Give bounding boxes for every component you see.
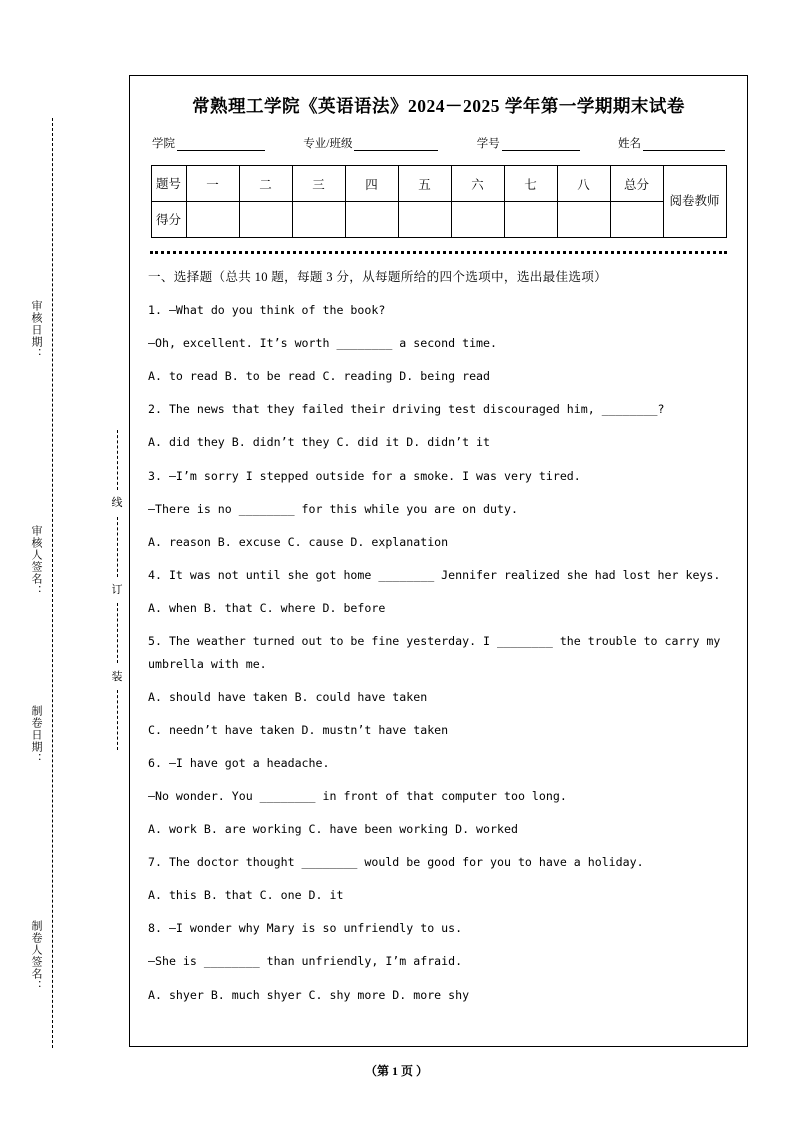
question-2-options: A. did they B. didn’t they C. did it D. didn’t it xyxy=(148,435,491,450)
question-8-options: A. shyer B. much shyer C. shy more D. more shy xyxy=(148,987,470,1002)
question-1-options: A. to read B. to be read C. reading D. being read xyxy=(148,369,491,384)
question-3-options: A. reason B. excuse C. cause D. explanation xyxy=(148,534,449,549)
side-label-review-date-text: 审核日期： xyxy=(30,300,42,360)
exam-paper-body xyxy=(129,75,748,1047)
score-cell-total[interactable] xyxy=(610,202,663,238)
row-header-question-number xyxy=(151,166,186,202)
table-row-scores xyxy=(151,202,726,238)
score-cell-5[interactable] xyxy=(398,202,451,238)
question-8-line-2: —She is ________ than unfriendly, I’m afraid. xyxy=(148,954,463,969)
score-cell-2[interactable] xyxy=(239,202,292,238)
section-heading: 一、选择题（总共 10 题，每题 3 分，从每题所给的四个选项中，选出最佳选项） xyxy=(148,270,608,284)
binding-dash-segment xyxy=(117,690,118,750)
binding-dash-segment xyxy=(117,603,118,663)
side-label-producer-signature xyxy=(28,920,44,992)
score-cell-6[interactable] xyxy=(451,202,504,238)
binding-dash-segment xyxy=(117,430,118,490)
side-label-produce-date xyxy=(28,705,44,765)
field-major-class-label: 专业/班级 xyxy=(303,138,353,150)
score-cell-7[interactable] xyxy=(504,202,557,238)
side-label-producer-signature-text: 制卷人签名： xyxy=(30,920,42,992)
binding-mark-ding: 订 xyxy=(111,583,123,596)
score-table xyxy=(151,165,727,238)
field-student-id-label: 学号 xyxy=(476,138,500,150)
margin-dashed-line xyxy=(52,118,53,1048)
page-footer: （第 1 页 ） xyxy=(364,1064,428,1078)
student-identity-row xyxy=(152,135,725,151)
column-header-2: 二 xyxy=(239,166,292,202)
field-major-class-blank[interactable] xyxy=(354,139,438,151)
column-header-7: 七 xyxy=(504,166,557,202)
side-label-produce-date-text: 制卷日期： xyxy=(30,705,42,765)
left-margin-strip xyxy=(0,0,128,1122)
field-student-id-blank[interactable] xyxy=(502,139,580,151)
page-title: 常熟理工学院《英语语法》2024－2025 学年第一学期期末试卷 xyxy=(192,96,685,116)
question-2-line-1: 2. The news that they failed their driving test discouraged him, ________? xyxy=(148,402,665,417)
column-header-5: 五 xyxy=(398,166,451,202)
question-5-line-1: 5. The weather turned out to be fine yesterday. I ________ the trouble to carry my umbrella with me. xyxy=(148,634,721,671)
binding-mark-line: 线 xyxy=(111,497,123,510)
binding-mark-zhuang: 装 xyxy=(111,670,123,683)
question-1-line-2: —Oh, excellent. It’s worth ________ a second time. xyxy=(148,336,498,351)
question-5-options-2: C. needn’t have taken D. mustn’t have taken xyxy=(148,722,449,737)
score-cell-8[interactable] xyxy=(557,202,610,238)
question-6-line-2: —No wonder. You ________ in front of that computer too long. xyxy=(148,789,567,803)
field-name-blank[interactable] xyxy=(643,139,725,151)
side-label-reviewer-signature-text: 审核人签名： xyxy=(30,525,42,597)
row-header-question-number-text: 题号 xyxy=(155,176,181,191)
score-cell-4[interactable] xyxy=(345,202,398,238)
score-cell-1[interactable] xyxy=(186,202,239,238)
question-3-line-1: 3. —I’m sorry I stepped outside for a smoke. I was very tired. xyxy=(148,468,581,483)
binding-dash-segment xyxy=(117,517,118,577)
side-label-reviewer-signature xyxy=(28,525,44,597)
question-4-line-1: 4. It was not until she got home ________ Jennifer realized she had lost her keys. xyxy=(148,567,721,582)
dotted-divider xyxy=(150,251,727,254)
column-header-3: 三 xyxy=(292,166,345,202)
row-header-score-text: 得分 xyxy=(155,212,181,227)
question-8-line-1: 8. —I wonder why Mary is so unfriendly to us. xyxy=(148,921,463,936)
field-college[interactable] xyxy=(152,135,265,151)
field-student-id[interactable] xyxy=(477,135,580,151)
field-major-class[interactable] xyxy=(303,135,438,151)
field-name[interactable] xyxy=(618,135,725,151)
question-1-line-1: 1. —What do you think of the book? xyxy=(148,303,386,318)
column-header-total: 总分 xyxy=(610,166,663,202)
row-header-score xyxy=(151,202,186,238)
question-6-line-1: 6. —I have got a headache. xyxy=(148,755,330,770)
question-6-options: A. work B. are working C. have been working D. worked xyxy=(148,822,518,837)
exam-content xyxy=(148,266,729,1006)
column-header-6: 六 xyxy=(451,166,504,202)
question-3-line-2: —There is no ________ for this while you are on duty. xyxy=(148,501,518,516)
binding-line-column xyxy=(108,430,126,750)
field-college-label: 学院 xyxy=(152,138,175,150)
question-5-options: A. should have taken B. could have taken xyxy=(148,689,428,704)
question-4-options: A. when B. that C. where D. before xyxy=(148,600,386,615)
table-row-question-numbers xyxy=(151,166,726,202)
column-header-4: 四 xyxy=(345,166,398,202)
question-7-options: A. this B. that C. one D. it xyxy=(148,888,344,903)
question-7-line-1: 7. The doctor thought ________ would be good for you to have a holiday. xyxy=(148,855,644,870)
field-name-label: 姓名 xyxy=(618,138,641,150)
column-header-8: 八 xyxy=(557,166,610,202)
column-header-1: 一 xyxy=(186,166,239,202)
side-label-review-date xyxy=(28,300,44,360)
score-cell-3[interactable] xyxy=(292,202,345,238)
field-college-blank[interactable] xyxy=(177,139,265,151)
marker-teacher-cell: 阅卷教师 xyxy=(663,166,726,238)
